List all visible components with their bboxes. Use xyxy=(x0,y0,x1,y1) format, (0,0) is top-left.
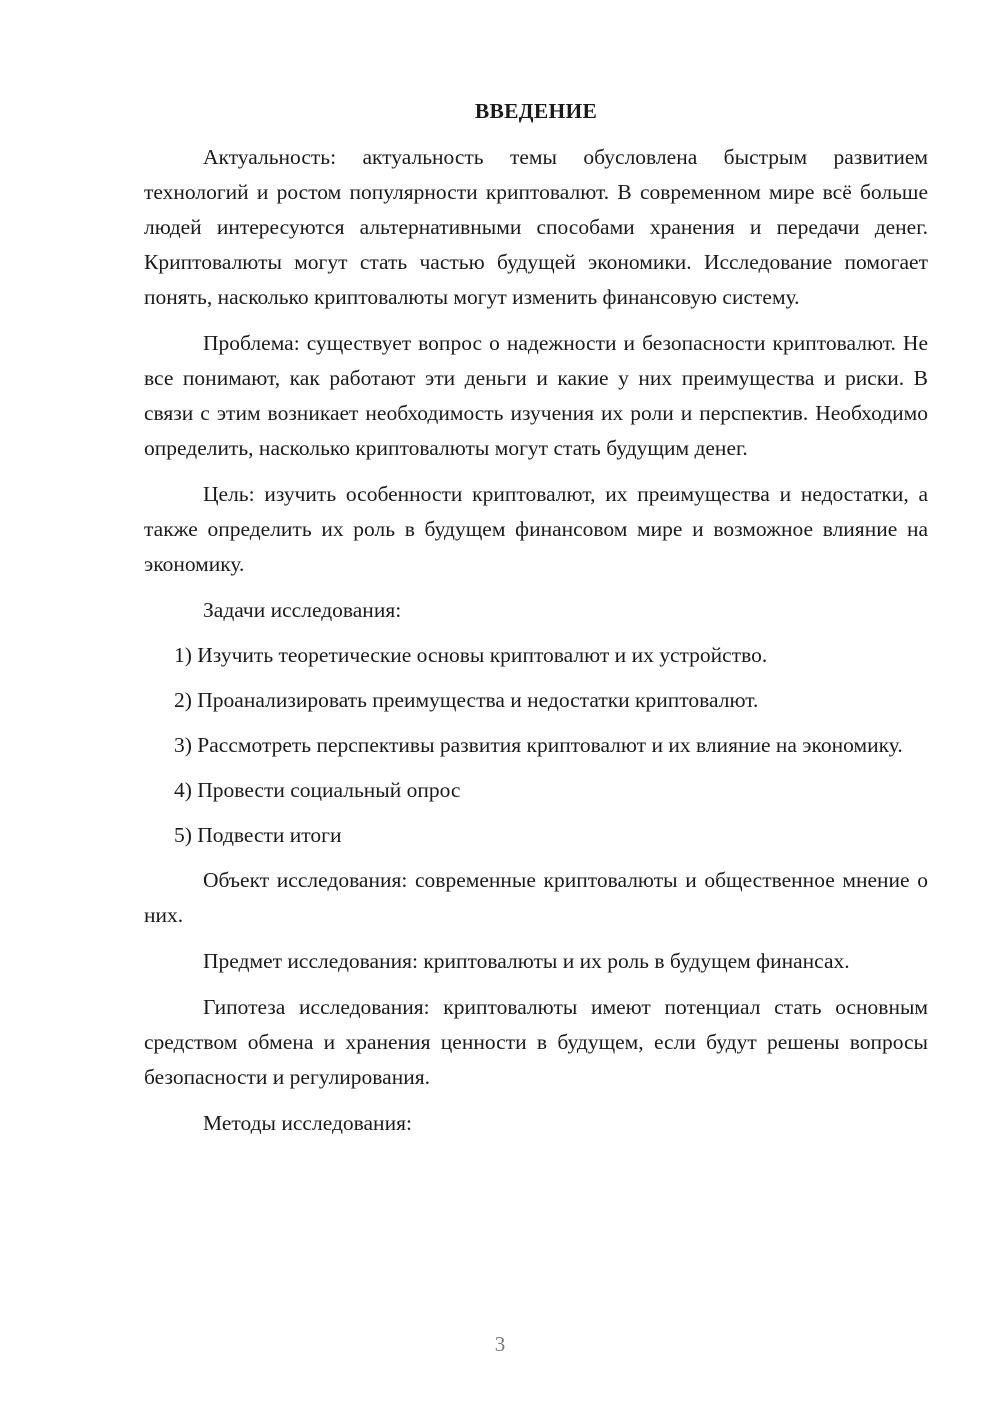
paragraph-subject: Предмет исследования: криптовалюты и их роль в будущем финансах. xyxy=(203,949,850,973)
paragraph-goal: Цель: изучить особенности криптовалют, их преимущества и недостатки, а также определить их роль в будущем финансовом мире и возможное влияние на экономику. xyxy=(144,482,928,576)
paragraph-hypothesis: Гипотеза исследования: криптовалюты имеют потенциал стать основным средством обмена и хранения ценности в будущем, если будут решены вопросы безопасности и регулирования. xyxy=(144,995,928,1089)
task-item: 1) Изучить теоретические основы криптовалют и их устройство. xyxy=(174,643,768,667)
paragraph-methods-heading: Методы исследования: xyxy=(203,1111,412,1135)
task-item: 2) Проанализировать преимущества и недостатки криптовалют. xyxy=(174,688,759,712)
paragraph-object: Объект исследования: современные криптовалюты и общественное мнение о них. xyxy=(144,868,928,927)
paragraph-relevance: Актуальность: актуальность темы обусловлена быстрым развитием технологий и ростом популярности криптовалют. В современном мире всё больше людей интересуются альтернативными способами хранения и передачи денег. Криптовалюты могут стать частью будущей экономики. Исследование помогает понять, насколько криптовалюты могут изменить финансовую систему. xyxy=(144,145,928,309)
paragraph-tasks-heading: Задачи исследования: xyxy=(203,598,402,622)
task-item: 4) Провести социальный опрос xyxy=(174,778,461,802)
document-page xyxy=(144,96,928,1151)
task-item: 5) Подвести итоги xyxy=(174,823,342,847)
task-item: 3) Рассмотреть перспективы развития криптовалют и их влияние на экономику. xyxy=(174,733,903,757)
section-title: ВВЕДЕНИЕ xyxy=(474,99,598,123)
page-number: 3 xyxy=(494,1332,506,1356)
paragraph-problem: Проблема: существует вопрос о надежности и безопасности криптовалют. Не все понимают, как работают эти деньги и какие у них преимущества и риски. В связи с этим возникает необходимость изучения их роли и перспектив. Необходимо определить, насколько криптовалюты могут стать будущим денег. xyxy=(144,331,928,460)
